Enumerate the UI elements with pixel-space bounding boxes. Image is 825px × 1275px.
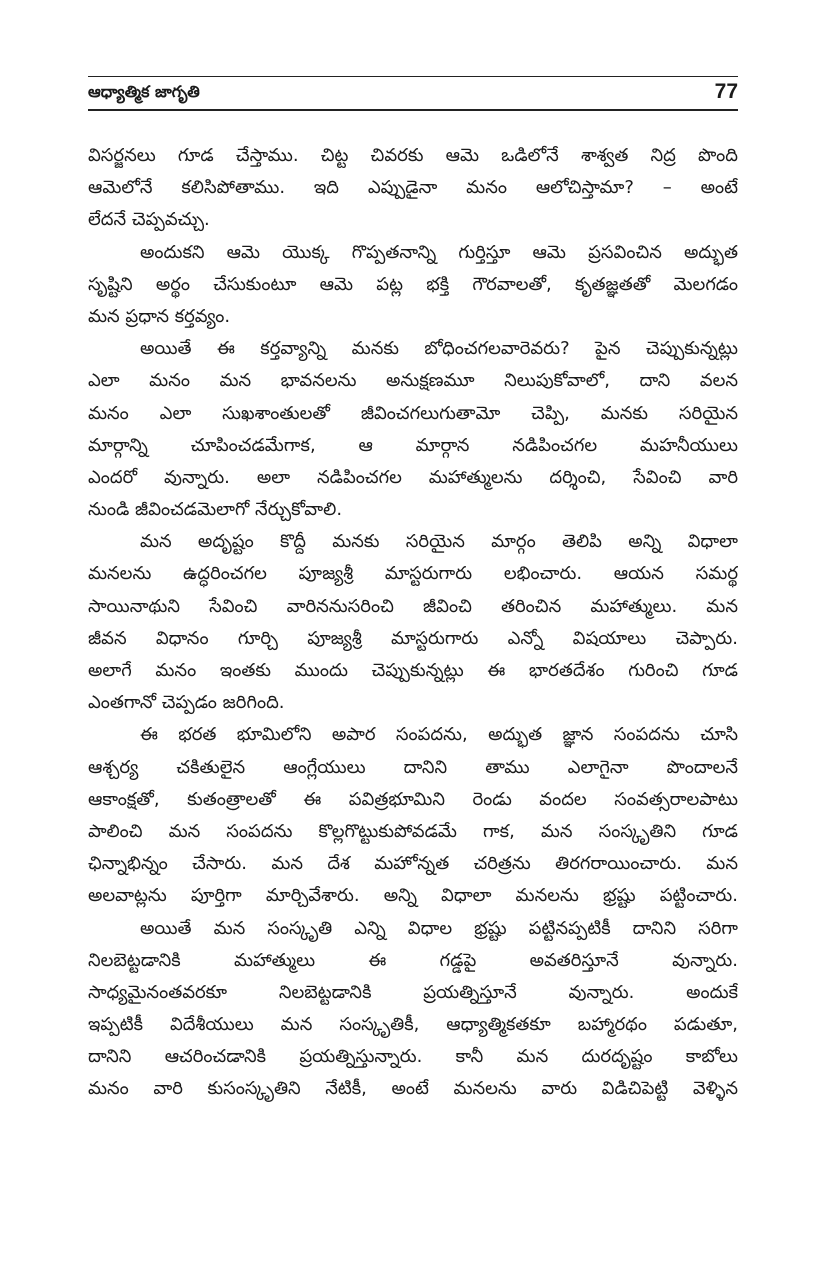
text-line: దానిని ఆచరించడానికి ప్రయత్నిస్తున్నారు. కానీ మన దురదృష్టం కాబోలు <box>88 1046 738 1068</box>
text-line: సాయినాథుని సేవించి వారిననుసరించి జీవించి తరించిన మహాత్ములు. మన <box>88 595 738 617</box>
text-line: నుండి జీవించడమెలాగో నేర్చుకోవాలి. <box>88 499 343 521</box>
text-line: ఎంతగానో చెప్పడం జరిగింది. <box>88 692 285 714</box>
text-line: జీవన విధానం గూర్చి పూజ్యశ్రీ మాస్టరుగారు ఎన్నో విషయాలు చెప్పారు. <box>88 627 738 649</box>
text-line: ఎలా మనం మన భావనలను అనుక్షణమూ నిలుపుకోవాలో, దాని వలన <box>88 370 738 392</box>
text-line: ఎందరో వున్నారు. అలా నడిపించగల మహాత్ములను దర్శించి, సేవించి వారి <box>88 466 738 488</box>
text-line: విసర్జనలు గూడ చేస్తాము. చిట్ట చివరకు ఆమె ఒడిలోనే శాశ్వత నిద్ర పొంది <box>88 145 738 166</box>
text-line: ఆమెలోనే కలిసిపోతాము. ఇది ఎప్పుడైనా మనం ఆలోచిస్తామా? – అంటే <box>88 177 738 199</box>
text-line: మనం ఎలా సుఖశాంతులతో జీవించగలుగుతామో చెప్పి, మనకు సరియైన <box>88 402 738 424</box>
text-line: మార్గాన్ని చూపించడమేగాక, ఆ మార్గాన నడిపించగల మహనీయులు <box>88 434 738 456</box>
text-line: ఆకాంక్షతో, కుతంత్రాలతో ఈ పవిత్రభూమిని రెండు వందల సంవత్సరాలపాటు <box>88 788 738 810</box>
body-text <box>88 140 738 1106</box>
text-line: మనం వారి కుసంస్కృతిని నేటికీ, అంటే మనలను వారు విడిచిపెట్టి వెళ్ళిన <box>88 1078 738 1100</box>
book-title: ఆధ్యాత్మిక జాగృతి <box>88 82 200 101</box>
text-line: మన ప్రధాన కర్తవ్యం. <box>88 305 231 327</box>
text-line: ఆశ్చర్య చకితులైన ఆంగ్లేయులు దానిని తాము ఎలాగైనా పొందాలనే <box>88 756 738 778</box>
text-line: మన అదృష్టం కొద్దీ మనకు సరియైన మార్గం తెలిపి అన్ని విధాలా <box>140 531 738 553</box>
text-line: లేదనే చెప్పవచ్చు. <box>88 209 210 231</box>
paragraph <box>88 140 738 237</box>
text-line: సాధ్యమైనంతవరకూ నిలబెట్టడానికి ప్రయత్నిస్తూనే వున్నారు. అందుకే <box>88 981 738 1003</box>
text-line: మనలను ఉద్ధరించగల పూజ్యశ్రీ మాస్టరుగారు లభించారు. ఆయన సమర్థ <box>88 563 738 585</box>
paragraph <box>88 333 738 526</box>
paragraph <box>88 526 738 719</box>
text-line: అలాగే మనం ఇంతకు ముందు చెప్పుకున్నట్లు ఈ భారతదేశం గురించి గూడ <box>88 660 738 681</box>
text-line: నిలబెట్టడానికి మహాత్ములు ఈ గడ్డపై అవతరిస్తూనే వున్నారు. <box>88 949 738 971</box>
paragraph <box>88 719 738 912</box>
text-line: సృష్టిని అర్థం చేసుకుంటూ ఆమె పట్ల భక్తి గౌరవాలతో, కృతజ్ఞతతో మెలగడం <box>88 273 738 295</box>
text-line: ఇప్పటికీ విదేశీయులు మన సంస్కృతికీ, ఆధ్యాత్మికతకూ బహ్మారథం పడుతూ, <box>88 1014 738 1036</box>
text-line: పాలించి మన సంపదను కొల్లగొట్టుకుపోవడమే గాక, మన సంస్కృతిని గూడ <box>88 820 738 842</box>
text-line: ఈ భరత భూమిలోని అపార సంపదను, అద్భుత జ్ఞాన సంపదను చూసి <box>140 724 738 746</box>
paragraph <box>88 913 738 1106</box>
text-line: ఛిన్నాభిన్నం చేసారు. మన దేశ మహోన్నత చరిత్రను తిరగరాయించారు. మన <box>88 853 738 875</box>
text-line: అయితే మన సంస్కృతి ఎన్ని విధాల భ్రష్టు పట్టినప్పటికీ దానిని సరిగా <box>140 917 738 939</box>
text-line: అయితే ఈ కర్తవ్యాన్ని మనకు బోధించగలవారెవరు? పైన చెప్పుకున్నట్లు <box>140 338 738 360</box>
text-line: అలవాట్లను పూర్తిగా మార్చివేశారు. అన్ని విధాలా మనలను భ్రష్టు పట్టించారు. <box>88 885 738 907</box>
running-header <box>88 76 738 111</box>
paragraph <box>88 237 738 334</box>
page-number: 77 <box>714 80 738 103</box>
text-line: అందుకని ఆమె యొక్క గొప్పతనాన్ని గుర్తిస్తూ ఆమె ప్రసవించిన అద్భుత <box>140 241 738 263</box>
